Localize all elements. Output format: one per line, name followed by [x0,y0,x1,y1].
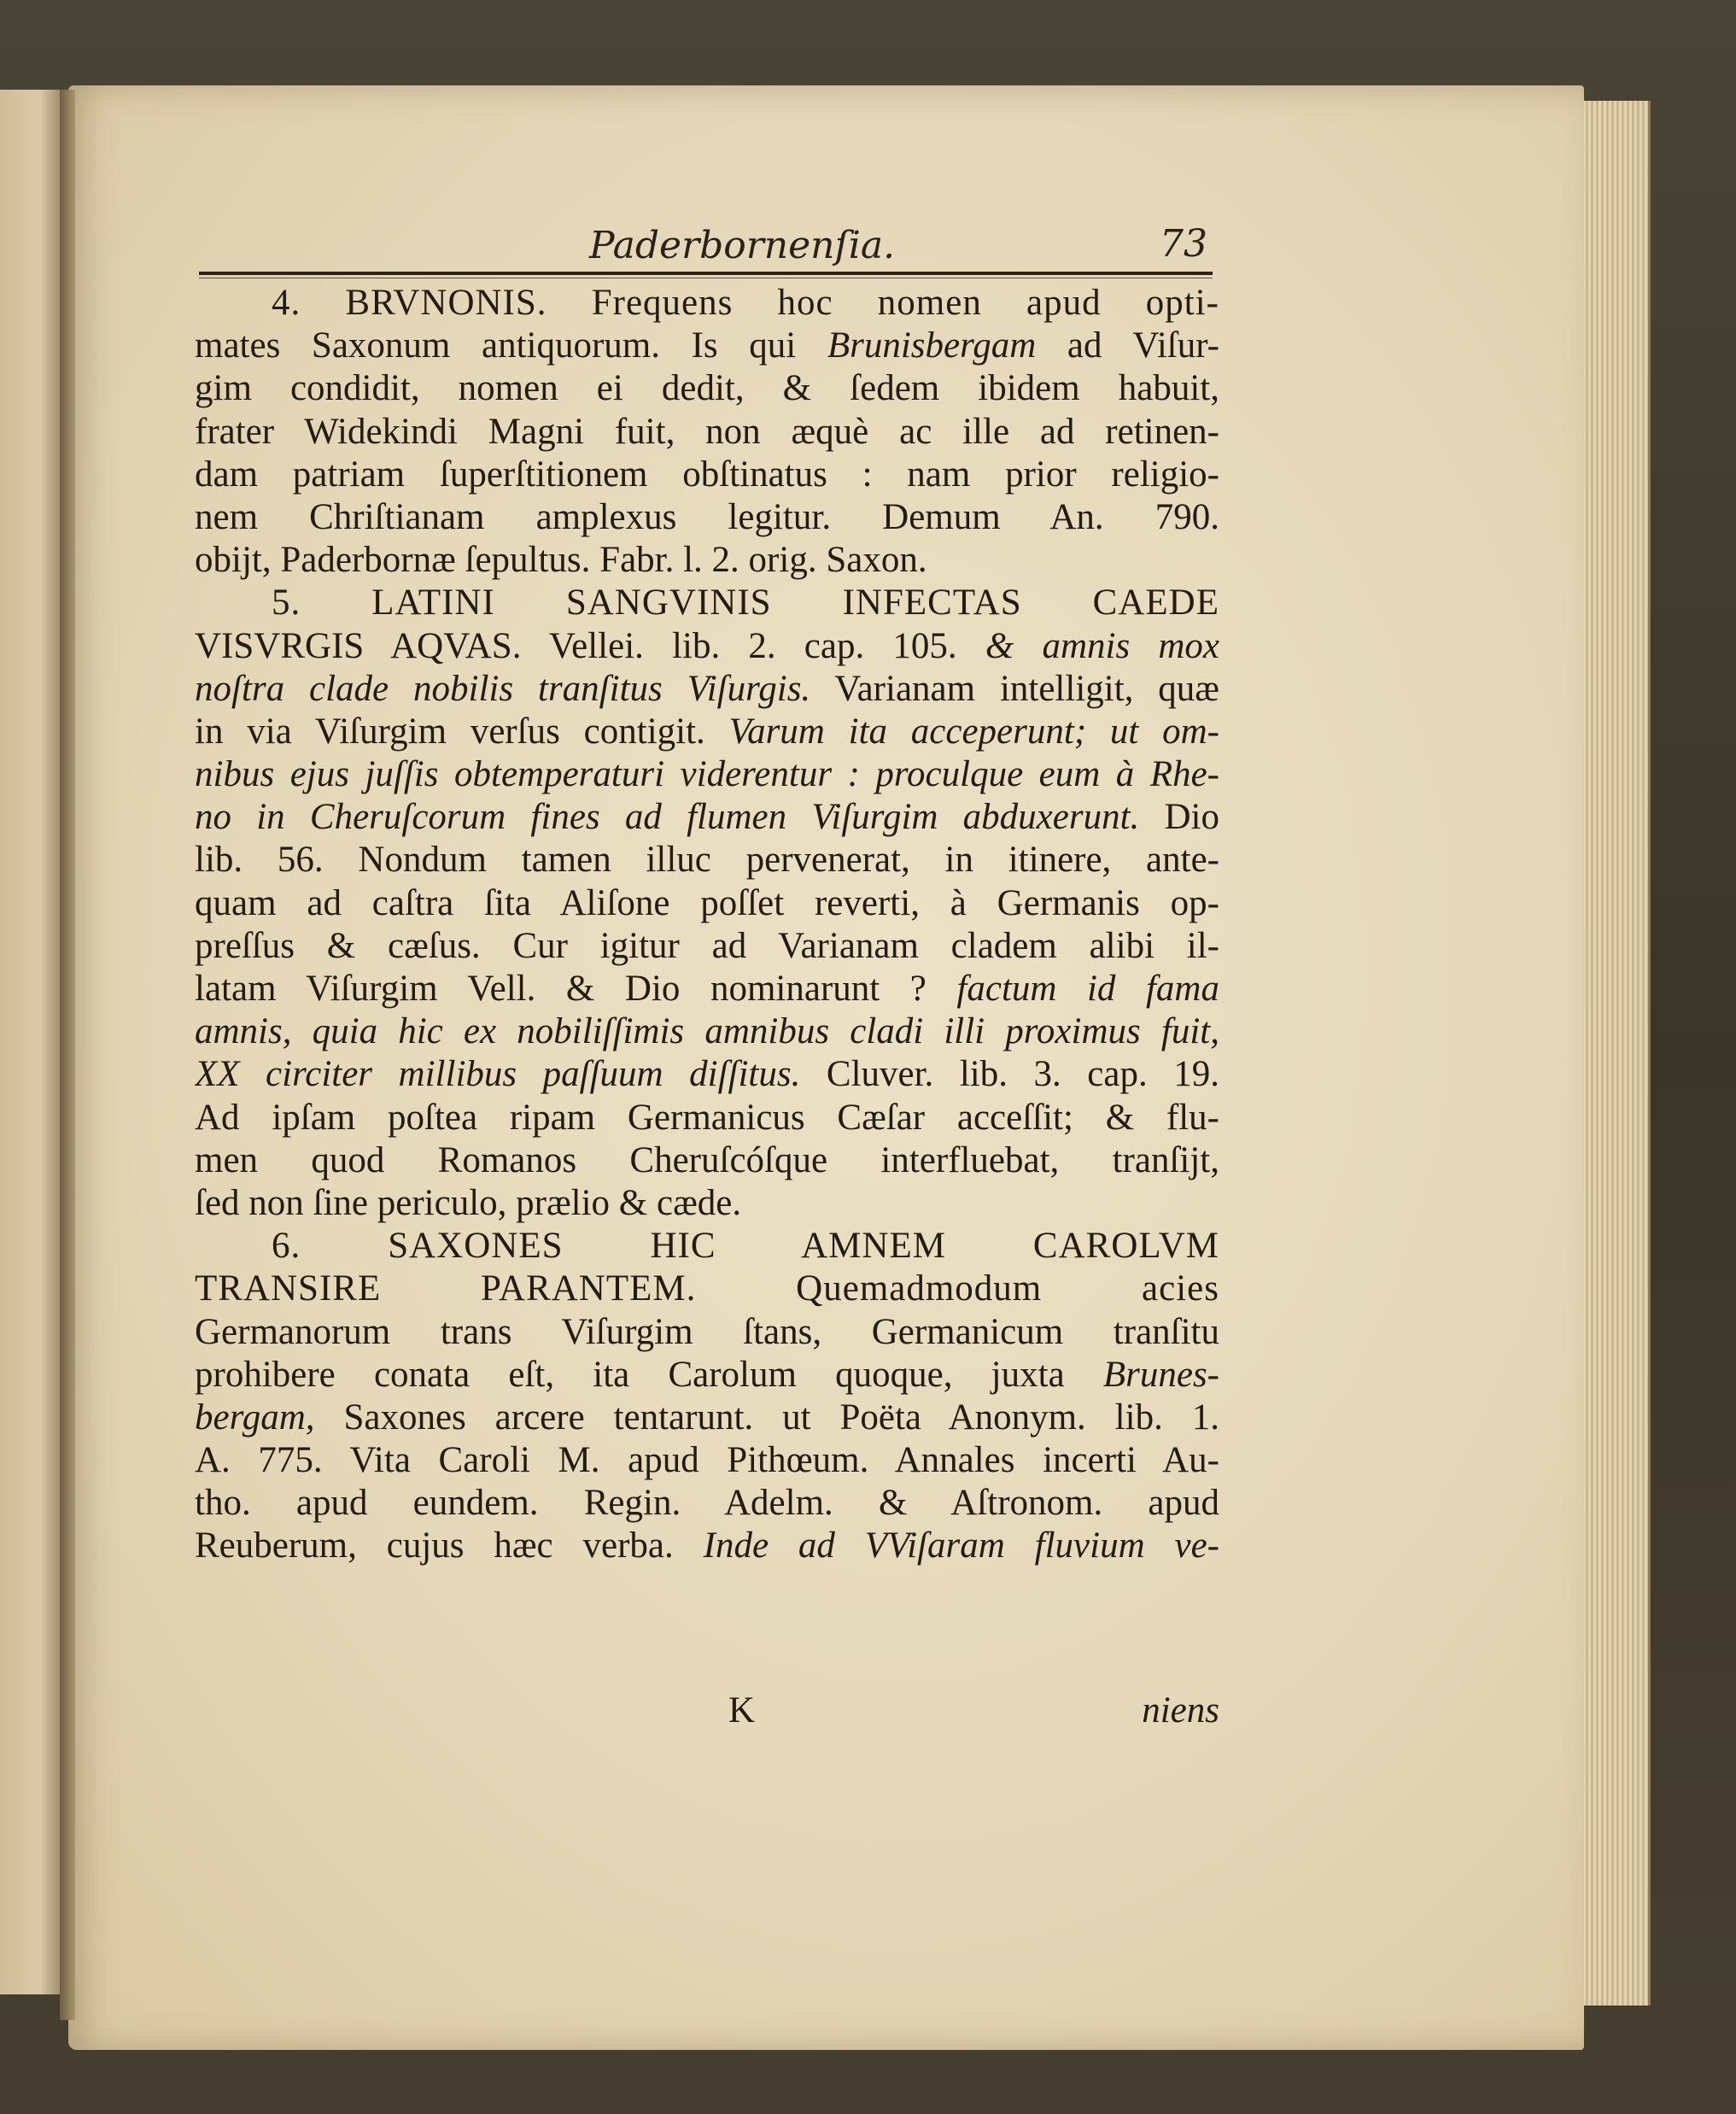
text-line [195,539,1219,582]
text-line [195,1010,1219,1053]
text-line [195,1354,1219,1397]
italic-text: & amnis mox [985,625,1219,666]
text-line [195,1268,1219,1310]
text-line [195,1397,1219,1439]
roman-text: Cluver. lib. 3. cap. 19. [800,1054,1219,1095]
running-head-title: Paderbornenſia. [589,224,896,267]
italic-text: Inde ad VViſaram fluvium ve- [703,1525,1219,1566]
text-line [195,925,1219,968]
roman-text: Dio [1139,797,1219,838]
text-line [195,668,1219,711]
roman-text: 6. SAXONES HIC AMNEM CAROLVM [272,1226,1219,1267]
text-line [195,582,1219,624]
head-rule [199,272,1213,275]
text-line [195,882,1219,925]
text-line [195,1053,1219,1096]
roman-text: 5. LATINI SANGVINIS INFECTAS CAEDE [272,583,1219,624]
running-head [196,212,1221,280]
roman-text: Saxones arcere tentarunt. ut Poëta Anonym. lib. 1. [314,1397,1219,1438]
signature-mark: K [728,1690,756,1730]
roman-text: ad Viſur- [1036,325,1219,366]
italic-text: noſtra clade nobilis tranſitus Viſurgis. [195,668,811,709]
italic-text: amnis, quia hic ex nobiliſſimis amnibus cladi illi proximus fuit, [195,1011,1219,1052]
roman-text: tho. apud eundem. Regin. Adelm. & Aſtronom. apud [195,1483,1219,1524]
text-line [195,411,1219,454]
text-line [195,753,1219,796]
roman-text: VISVRGIS AQVAS. Vellei. lib. 2. cap. 105. [195,625,985,666]
italic-text: Brunisbergam [827,325,1037,366]
roman-text: quam ad caſtra ſita Aliſone poſſet reverti, à Germanis op- [195,882,1219,923]
roman-text: in via Viſurgim verſus contigit. [195,711,729,752]
text-line [195,796,1219,839]
text-line [195,1311,1219,1354]
roman-text: dam patriam ſuperſtitionem obſtinatus : nam prior religio- [195,454,1219,495]
italic-text: nibus ejus juſſis obtemperaturi viderentur : proculque eum à Rhe- [195,754,1219,795]
text-line [195,367,1219,410]
page-number: 73 [1160,222,1207,266]
text-line [195,1097,1219,1139]
facing-page-edge [0,90,67,1994]
text-line [195,1139,1219,1182]
italic-text: Varum ita acceperunt; ut om- [728,711,1219,752]
roman-text: Reuberum, cujus hæc verba. [195,1525,704,1566]
book-gutter [60,90,75,2020]
roman-text: 4. BRVNONIS. Frequens hoc nomen apud opti- [272,283,1219,323]
roman-text: lib. 56. Nondum tamen illuc pervenerat, in itinere, ante- [195,840,1219,881]
text-line [195,496,1219,539]
roman-text: A. 775. Vita Caroli M. apud Pithœum. Annales incerti Au- [195,1440,1219,1481]
roman-text: prohibere conata eſt, ita Carolum quoque, juxta [195,1354,1103,1395]
roman-text: Germanorum trans Viſurgim ſtans, Germanicum tranſitu [195,1311,1219,1352]
text-line [195,625,1219,668]
text-line [195,1182,1219,1225]
italic-text: no in Cheruſcorum fines ad flumen Viſurgim abduxerunt. [195,797,1140,838]
roman-text: gim condidit, nomen ei dedit, & ſedem ibidem habuit, [195,368,1219,409]
roman-text: ſed non ſine periculo, prælio & cæde. [195,1182,742,1223]
roman-text: preſſus & cæſus. Cur igitur ad Varianam cladem alibi il- [195,925,1219,966]
text-line [195,325,1219,367]
roman-text: Varianam intelligit, quæ [810,668,1219,709]
catchword: niens [1142,1690,1219,1730]
text-line [195,1225,1219,1268]
text-line [195,1482,1219,1525]
italic-text: XX circiter millibus paſſuum diſſitus. [195,1054,801,1095]
text-line [195,1439,1219,1482]
text-line [195,282,1219,325]
text-line [195,454,1219,496]
roman-text: Ad ipſam poſtea ripam Germanicus Cæſar acceſſit; & flu- [195,1097,1219,1138]
roman-text: nem Chriſtianam amplexus legitur. Demum An. 790. [195,496,1219,537]
roman-text: men quod Romanos Cheruſcóſque interfluebat, tranſijt, [195,1139,1219,1180]
roman-text: frater Widekindi Magni fuit, non æquè ac ille ad retinen- [195,411,1219,452]
body-text [195,282,1219,1568]
roman-text: latam Viſurgim Vell. & Dio nominarunt ? [195,969,957,1009]
text-line [195,1525,1219,1567]
roman-text: mates Saxonum antiquorum. Is qui [195,325,827,366]
italic-text: factum id fama [956,969,1219,1009]
roman-text: TRANSIRE PARANTEM. Quemadmodum acies [195,1268,1219,1309]
roman-text: obijt, Paderbornæ ſepultus. Fabr. l. 2. orig. Saxon. [195,540,927,581]
text-line [195,839,1219,881]
page-footer [195,1689,1219,1732]
italic-text: Brunes- [1102,1354,1219,1395]
text-line [195,711,1219,753]
text-line [195,968,1219,1010]
italic-text: bergam, [195,1397,315,1438]
